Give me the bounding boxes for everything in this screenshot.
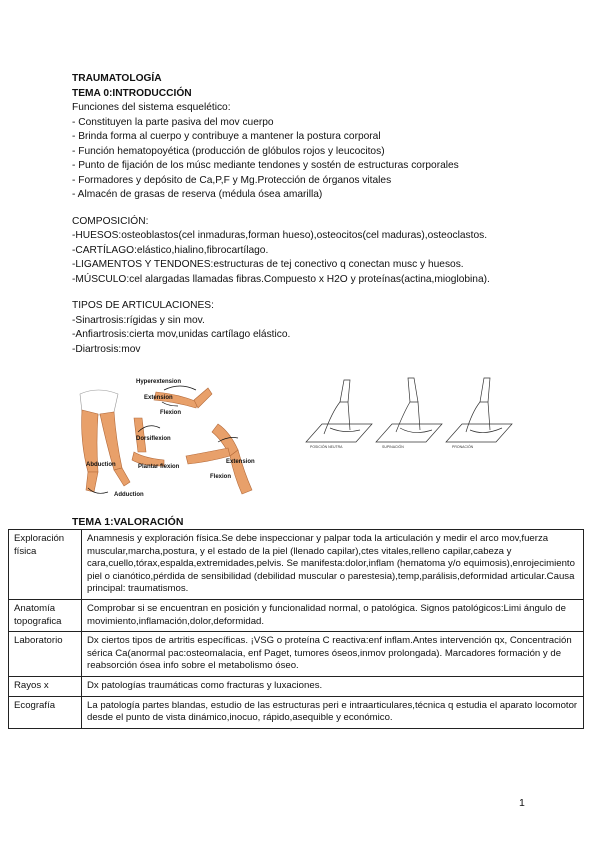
page-number: 1 bbox=[519, 797, 525, 809]
function-item: - Constituyen la parte pasiva del mov cuerpo bbox=[72, 116, 274, 128]
table-row bbox=[9, 696, 584, 728]
row-label: Laboratorio bbox=[9, 632, 82, 677]
label-adduction: Adduction bbox=[114, 492, 144, 498]
composition-item: -CARTÍLAGO:elástico,hialino,fibrocartílago. bbox=[72, 244, 269, 256]
functions-intro: Funciones del sistema esquelético: bbox=[72, 102, 231, 113]
composition-item: -LIGAMENTOS Y TENDONES:estructuras de tej conectivo q conectan musc y huesos. bbox=[72, 259, 464, 270]
section1-heading: TEMA 1:VALORACIÓN bbox=[72, 516, 184, 528]
function-item: - Almacén de grasas de reserva (médula ósea amarilla) bbox=[72, 189, 323, 200]
row-text: Dx patologías traumáticas como fracturas y luxaciones. bbox=[82, 676, 584, 696]
table-row bbox=[9, 632, 584, 677]
caption-supination: SUPINACIÓN bbox=[382, 445, 404, 449]
joints-heading: TIPOS DE ARTICULACIONES: bbox=[72, 300, 214, 311]
body-movements-illustration bbox=[68, 372, 283, 502]
table-row bbox=[9, 676, 584, 696]
function-item: - Punto de fijación de los músc mediante tendones y sostén de estructuras corporales bbox=[72, 160, 459, 171]
row-label: Exploración física bbox=[9, 530, 82, 600]
row-label: Anatomía topografica bbox=[9, 599, 82, 631]
row-label: Rayos x bbox=[9, 676, 82, 696]
label-hyperextension: Hyperextension bbox=[136, 379, 182, 385]
intro-content bbox=[72, 72, 532, 357]
label-extension-top: Extension bbox=[144, 395, 173, 401]
table-row bbox=[9, 530, 584, 600]
label-abduction: Abduction bbox=[86, 462, 116, 468]
caption-pronation: PRONACIÓN bbox=[452, 445, 474, 449]
composition-heading: COMPOSICIÓN: bbox=[72, 215, 149, 227]
label-extension-leg: Extension bbox=[226, 459, 255, 465]
table-row bbox=[9, 599, 584, 631]
joint-item: -Anfiartrosis:cierta mov,unidas cartílago elástico. bbox=[72, 329, 291, 340]
document-title: TRAUMATOLOGÍA bbox=[72, 73, 162, 84]
row-text: La patología partes blandas, estudio de las estructuras peri e intraarticulares,técnica q estudia el aparato locomotor desde el punto de vista dinámico,inocuo, rápido,asequible y económico. bbox=[82, 696, 584, 728]
foot-positions-illustration bbox=[300, 372, 515, 472]
joint-item: -Sinartrosis:rígidas y sin mov. bbox=[72, 314, 205, 326]
valoracion-table bbox=[8, 529, 584, 729]
function-item: - Formadores y depósito de Ca,P,F y Mg.Protección de órganos vitales bbox=[72, 174, 392, 186]
function-item: - Brinda forma al cuerpo y contribuye a mantener la postura corporal bbox=[72, 131, 381, 142]
row-text: Anamnesis y exploración física.Se debe inspeccionar y palpar toda la articulación y medir el arco mov,fuerza muscular,marcha,postura, y el estado de la piel (llenado capilar),ctes vitales,relleno capilar,cabeza y cara,cuello,tórax,espalda,extremidades,pelvis. Se manifesta:dolor,inflam (hematoma y/o equimosis),enrojecimiento piel o cianótico,pérdida de sensibilidad (debilidad muscular o parestesia),temp,parálisis,deformidad articular.Causa principal: traumatismos. bbox=[82, 530, 584, 600]
function-item: - Función hematopoyética (producción de glóbulos rojos y leucocitos) bbox=[72, 145, 385, 157]
row-text: Comprobar si se encuentran en posición y funcionalidad normal, o patológica. Signos patológicos:Limi ángulo de movimiento,inflamación,dolor,deformidad. bbox=[82, 599, 584, 631]
label-flexion-leg: Flexion bbox=[210, 474, 232, 480]
figures bbox=[68, 372, 538, 502]
composition-item: -MÚSCULO:cel alargadas llamadas fibras.Compuesto x H2O y proteínas(actina,mioglobina). bbox=[72, 273, 490, 285]
composition-item: -HUESOS:osteoblastos(cel inmaduras,forman hueso),osteocitos(cel maduras),osteoclastos. bbox=[72, 230, 488, 241]
joint-item: -Diartrosis:mov bbox=[72, 343, 141, 355]
section0-heading: TEMA 0:INTRODUCCIÓN bbox=[72, 87, 192, 99]
row-label: Ecografía bbox=[9, 696, 82, 728]
label-flexion-top: Flexion bbox=[160, 410, 182, 416]
label-dorsiflexion: Dorsiflexion bbox=[136, 436, 171, 442]
row-text: Dx ciertos tipos de artritis específicas. ¡VSG o proteína C reactiva:enf inflam.Antes intervención qx, Concentración sérica Ca(anormal pac:osteomalacia, enf Paget, tumores óseos,inmov prolongada). Marcadores formación y de reabsorción ósea info sobre el metabolismo óseo. bbox=[82, 632, 584, 677]
label-plantar-flexion: Plantar flexion bbox=[138, 464, 180, 470]
caption-neutral: POSICIÓN NEUTRA bbox=[310, 445, 343, 449]
